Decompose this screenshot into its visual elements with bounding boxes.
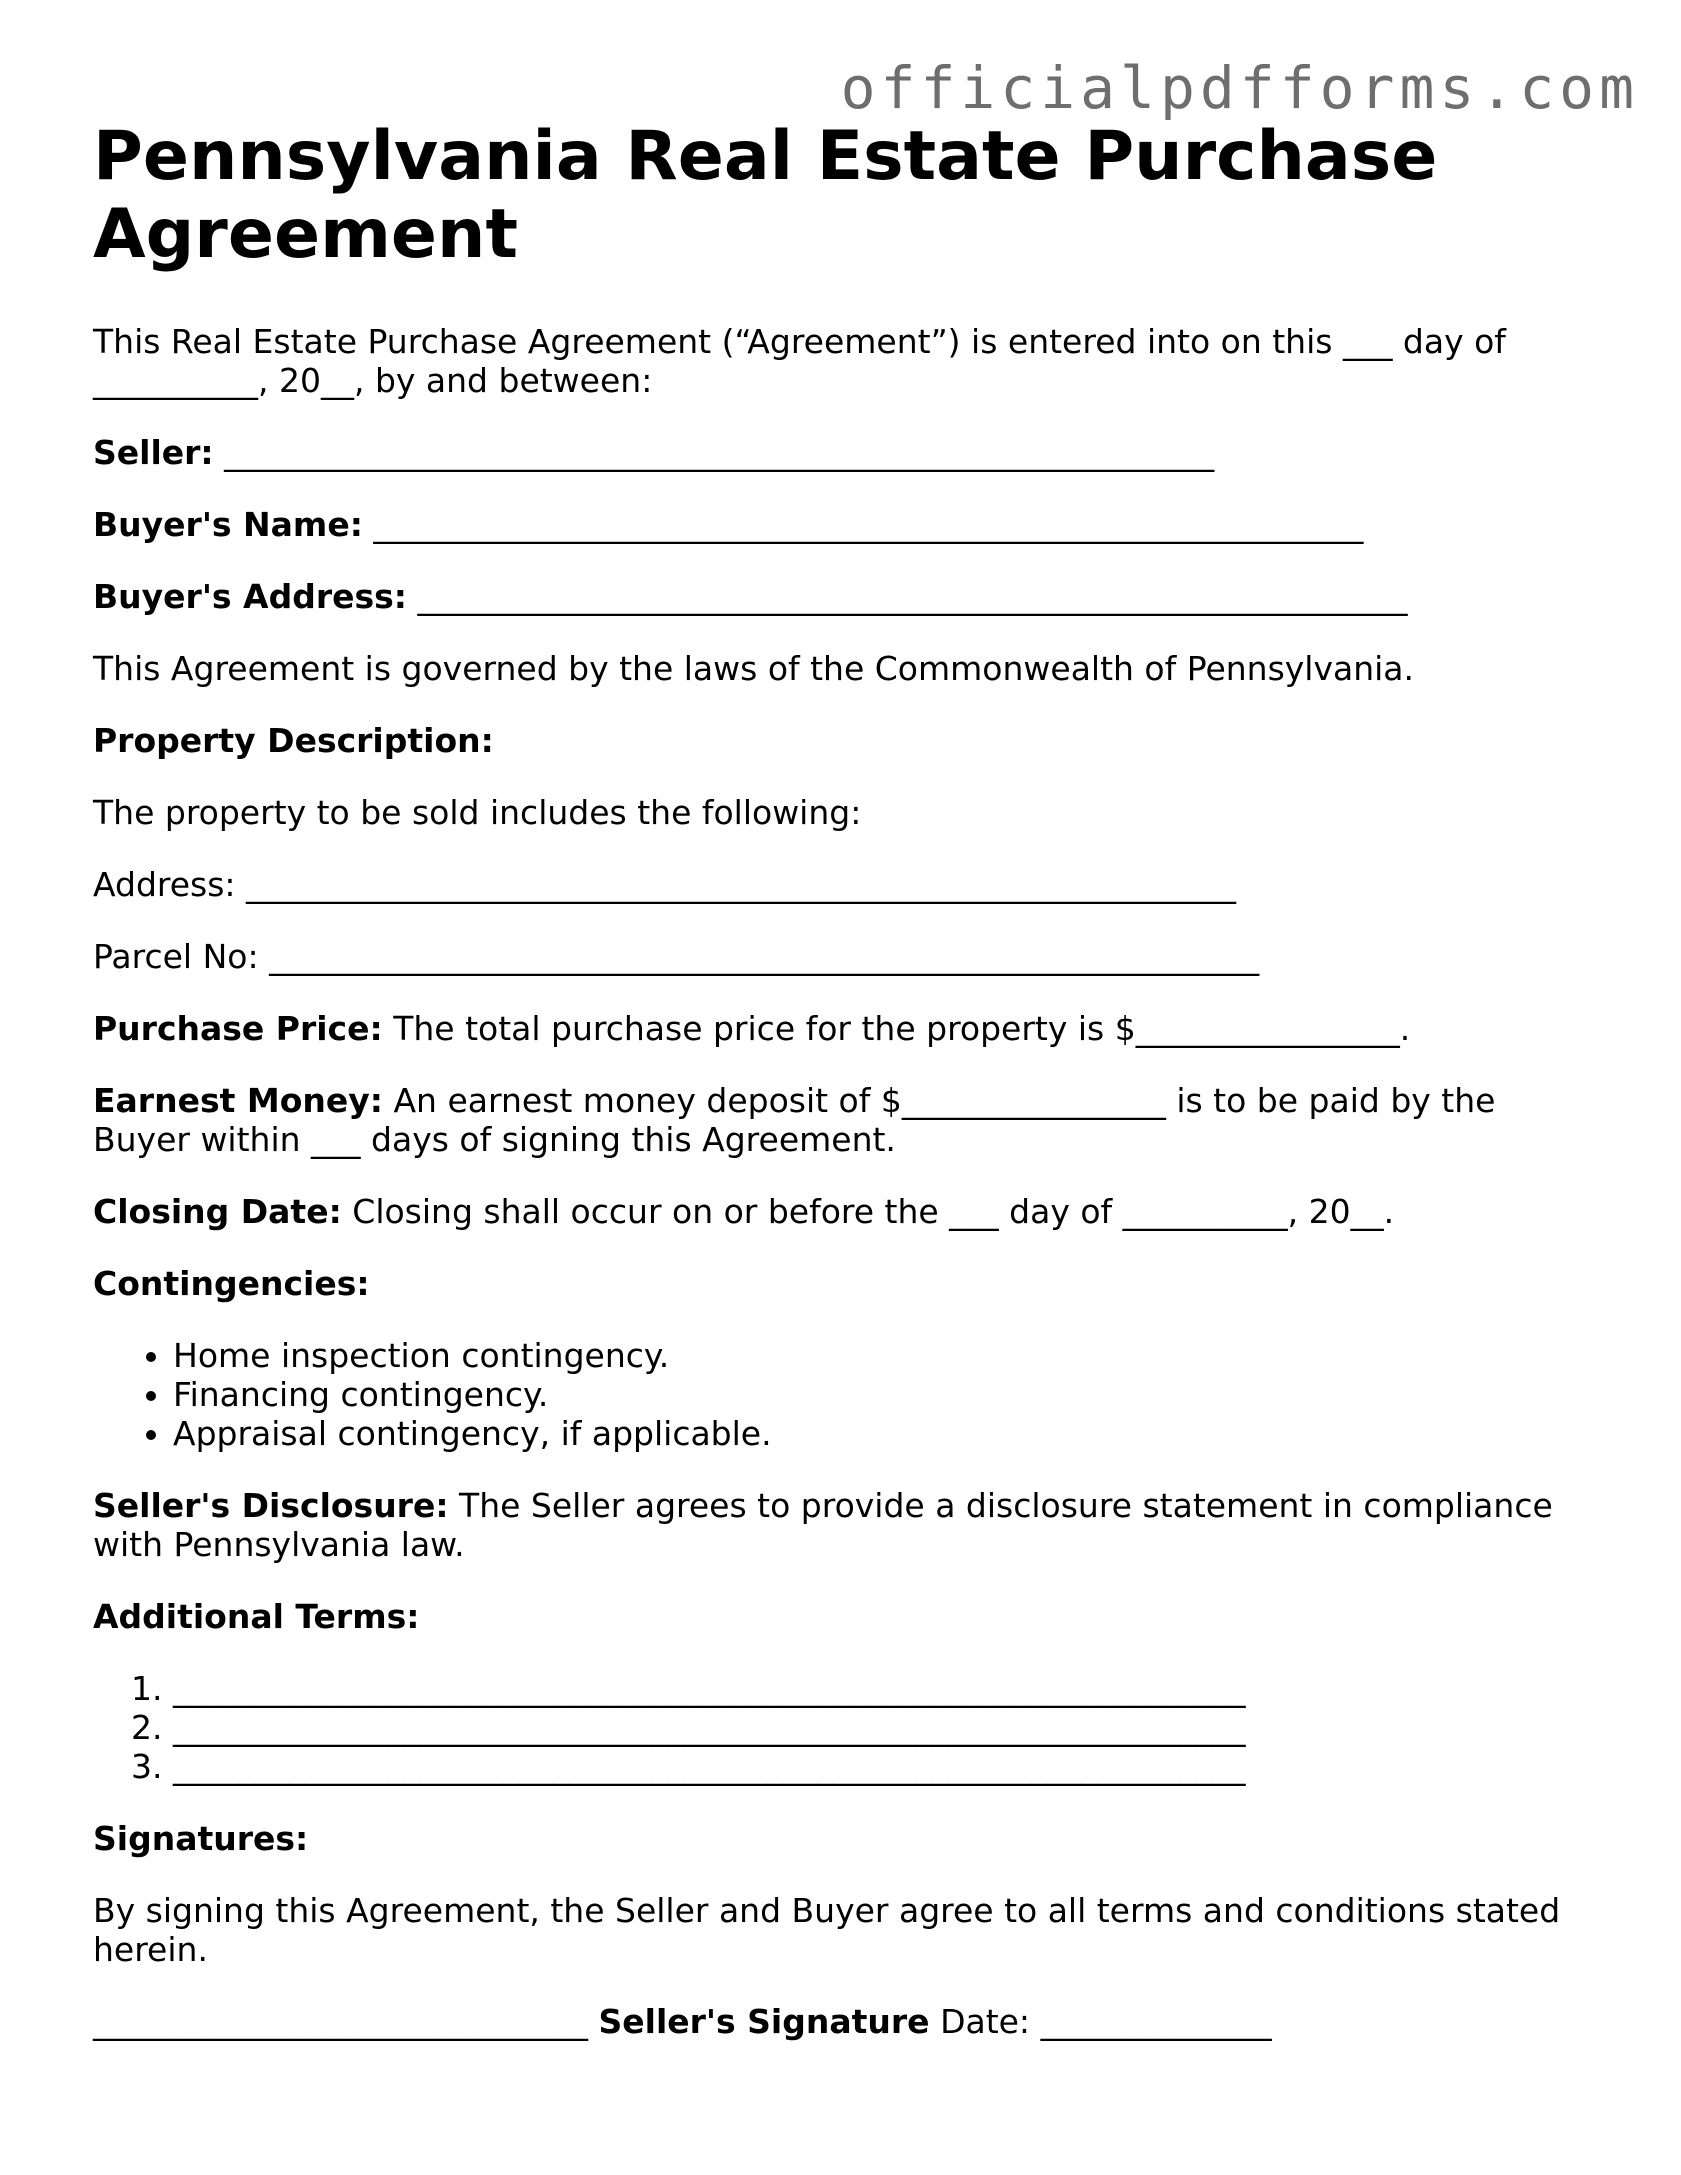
buyer-address-line bbox=[93, 577, 1593, 616]
list-item: • Home inspection contingency. bbox=[173, 1336, 1593, 1375]
earnest-money-line bbox=[93, 1081, 1573, 1159]
purchase-price-line bbox=[93, 1009, 1593, 1048]
list-item: • Financing contingency. bbox=[173, 1375, 1593, 1414]
document-page bbox=[93, 118, 1593, 2074]
seller-signature-line bbox=[93, 2002, 1593, 2041]
additional-terms-list bbox=[93, 1669, 1593, 1786]
date-label: Date: bbox=[940, 2002, 1031, 2041]
earnest-money-text[interactable]: An earnest money deposit of $________________ is to be paid by the Buyer within ___ days of signing this Agreement. bbox=[93, 1081, 1496, 1159]
additional-term-field[interactable]: 2. _________________________________________________________________ bbox=[173, 1708, 1593, 1747]
seller-label: Seller: bbox=[93, 433, 214, 472]
governing-law-text: This Agreement is governed by the laws of the Commonwealth of Pennsylvania. bbox=[93, 649, 1415, 688]
signatures-text: By signing this Agreement, the Seller and Buyer agree to all terms and conditions stated herein. bbox=[93, 1891, 1561, 1969]
parcel-number-field[interactable]: Parcel No: ____________________________________________________________ bbox=[93, 937, 1260, 976]
buyer-address-label: Buyer's Address: bbox=[93, 577, 407, 616]
disclosure-text: The Seller agrees to provide a disclosure statement in compliance with Pennsylvania law. bbox=[93, 1486, 1553, 1564]
disclosure-label: Seller's Disclosure: bbox=[93, 1486, 449, 1525]
seller-field[interactable]: ____________________________________________________________ bbox=[224, 433, 1215, 472]
additional-term-field[interactable]: 1. _________________________________________________________________ bbox=[173, 1669, 1593, 1708]
watermark: officialpdfforms.com bbox=[840, 54, 1639, 122]
property-text: The property to be sold includes the following: bbox=[93, 793, 862, 832]
closing-date-text[interactable]: Closing shall occur on or before the ___ day of __________, 20__. bbox=[352, 1192, 1395, 1231]
buyer-name-label: Buyer's Name: bbox=[93, 505, 363, 544]
additional-terms-heading: Additional Terms: bbox=[93, 1597, 420, 1636]
closing-date-label: Closing Date: bbox=[93, 1192, 342, 1231]
property-address-field[interactable]: Address: ____________________________________________________________ bbox=[93, 865, 1237, 904]
seller-signature-label: Seller's Signature bbox=[598, 2002, 930, 2041]
seller-line bbox=[93, 433, 1593, 472]
buyer-name-line bbox=[93, 505, 1593, 544]
page-title: Pennsylvania Real Estate Purchase Agreement bbox=[93, 117, 1438, 274]
purchase-price-text[interactable]: The total purchase price for the property is $________________. bbox=[393, 1009, 1411, 1048]
buyer-address-field[interactable]: ____________________________________________________________ bbox=[417, 577, 1408, 616]
date-field[interactable]: ______________ bbox=[1040, 2002, 1272, 2041]
contingencies-heading: Contingencies: bbox=[93, 1264, 370, 1303]
signatures-heading: Signatures: bbox=[93, 1819, 309, 1858]
seller-signature-field[interactable]: ______________________________ bbox=[93, 2002, 588, 2041]
purchase-price-label: Purchase Price: bbox=[93, 1009, 383, 1048]
earnest-money-label: Earnest Money: bbox=[93, 1081, 383, 1120]
disclosure-line bbox=[93, 1486, 1573, 1564]
contingencies-list bbox=[93, 1336, 1593, 1453]
list-item: • Appraisal contingency, if applicable. bbox=[173, 1414, 1593, 1453]
additional-term-field[interactable]: 3. _________________________________________________________________ bbox=[173, 1747, 1593, 1786]
property-heading: Property Description: bbox=[93, 721, 494, 760]
closing-date-line bbox=[93, 1192, 1593, 1231]
buyer-name-field[interactable]: ____________________________________________________________ bbox=[373, 505, 1364, 544]
intro-paragraph: This Real Estate Purchase Agreement (“Agreement”) is entered into on this ___ day of __________, 20__, by and between: bbox=[93, 322, 1506, 400]
